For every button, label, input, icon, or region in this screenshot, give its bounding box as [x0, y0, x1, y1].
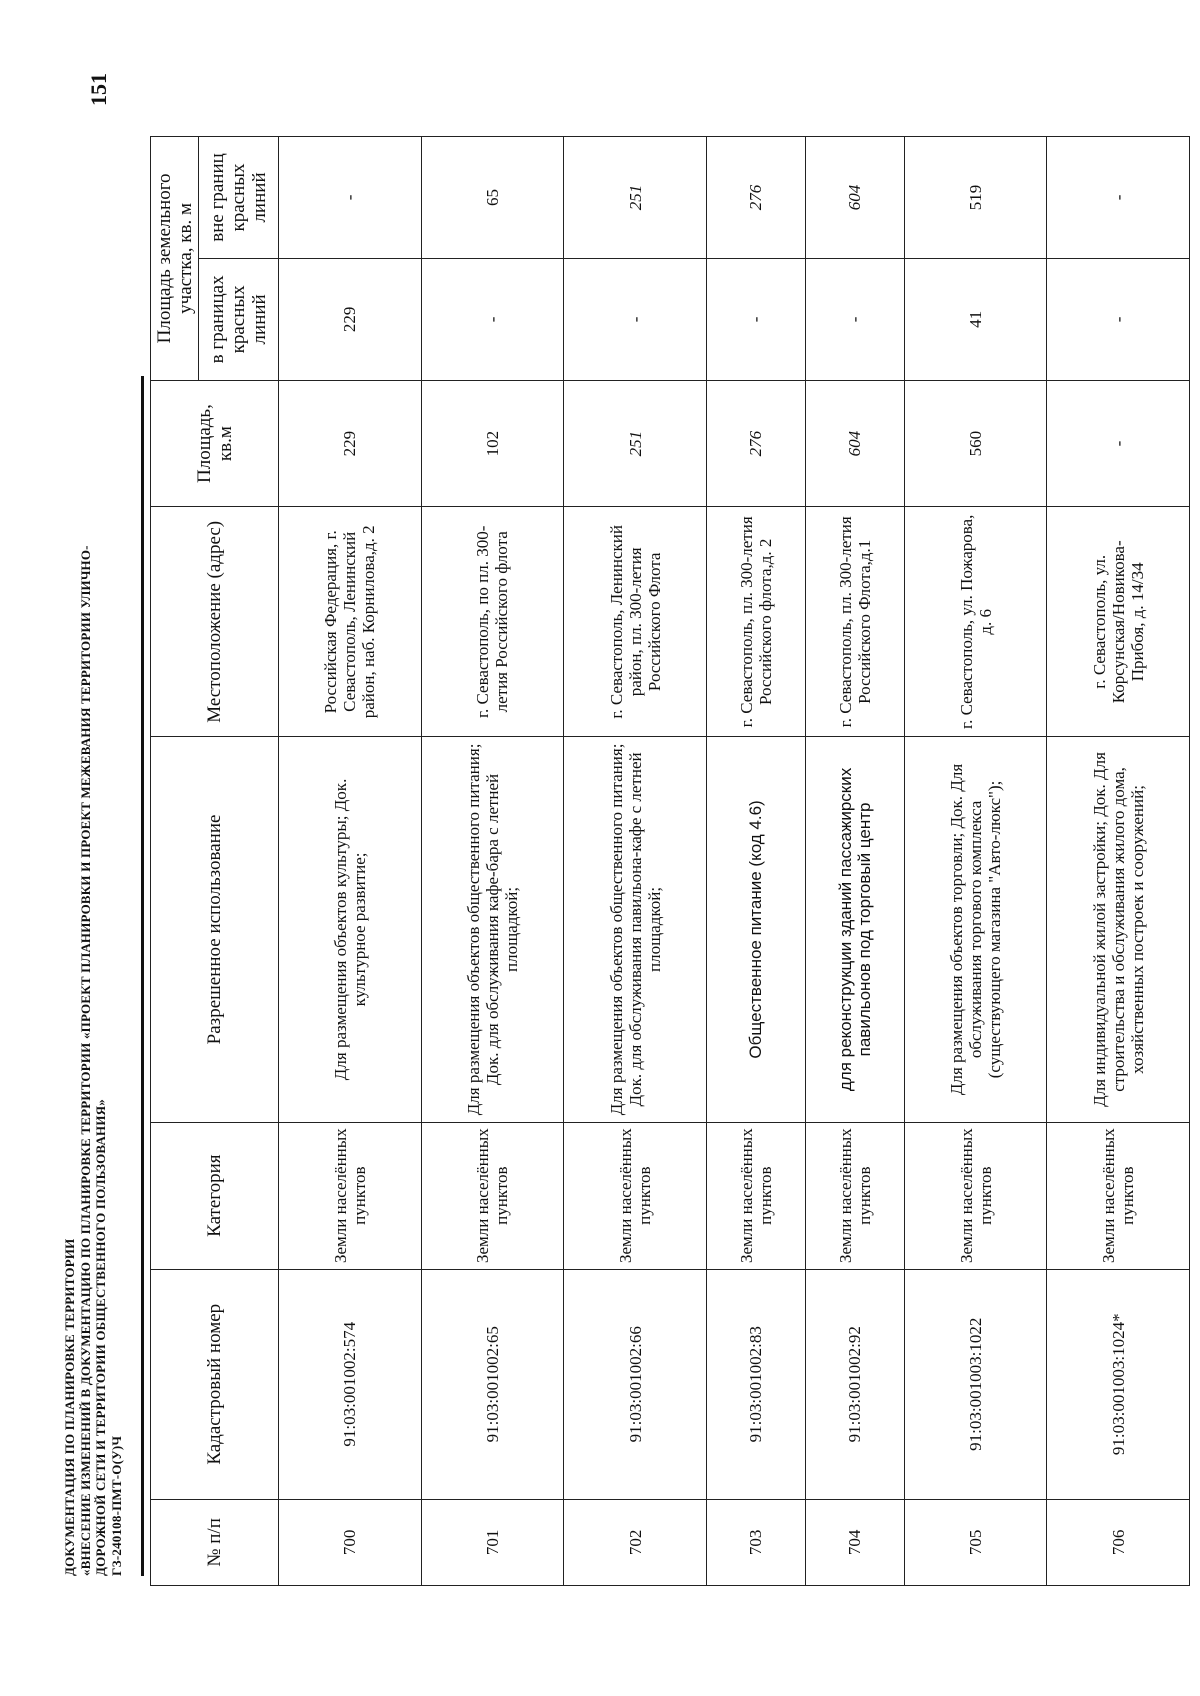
header-category: Категория: [151, 1122, 279, 1269]
header-line-2: «ВНЕСЕНИЕ ИЗМЕНЕНИЙ В ДОКУМЕНТАЦИЮ ПО ПЛАНИРОВКЕ ТЕРРИТОРИИ «ПРОЕКТ ПЛАНИРОВКИ И ПРОЕКТ МЕЖЕВАНИЯ ТЕРРИТОРИИ УЛИЧНО-: [77, 545, 93, 1576]
table-row: [279, 137, 422, 1586]
header-line-4: ГЗ-240108-ПМТ-О(У)Ч: [108, 1435, 124, 1576]
page-number: 151: [86, 73, 111, 106]
cell-area: 229: [279, 380, 422, 507]
cell-outside: 65: [421, 137, 564, 259]
header-line-1: ДОКУМЕНТАЦИЯ ПО ПЛАНИРОВКЕ ТЕРРИТОРИИ: [62, 1238, 77, 1576]
table-row: [1047, 137, 1190, 1586]
table-row: [706, 137, 805, 1586]
header-land-area: Площадь земельного участка, кв. м: [151, 137, 199, 381]
cell-use: Для индивидуальной жилой застройки; Док. Для строительства и обслуживания жилого дома, хозяйственных построек и сооружений;: [1047, 737, 1190, 1122]
cell-use: Для размещения объектов общественного питания; Док. для обслуживания кафе-бара с летней площадкой;: [421, 737, 564, 1122]
cell-location: г. Севастополь, пл. 300-летия Российского флота,д. 2: [706, 507, 805, 737]
cell-category: Земли населённых пунктов: [706, 1122, 805, 1269]
cell-area: 276: [706, 380, 805, 507]
cell-cadastral: 91:03:001003:1022: [904, 1269, 1047, 1499]
document-header: [62, 376, 124, 1576]
cell-outside: 519: [904, 137, 1047, 259]
cell-cadastral: 91:03:001002:83: [706, 1269, 805, 1499]
cell-num: 704: [805, 1499, 904, 1585]
table-row: [904, 137, 1047, 1586]
cell-location: г. Севастополь, по пл. 300-летия Российского флота: [421, 507, 564, 737]
cell-location: г. Севастополь, Ленинский район, пл. 300-летия Российского Флота: [564, 507, 707, 737]
cell-location: г. Севастополь, пл. 300-летия Российского Флота,д.1: [805, 507, 904, 737]
cell-use: Для размещения объектов общественного питания; Док. для обслуживания павильона-кафе с летней площадкой;: [564, 737, 707, 1122]
cell-area: -: [1047, 380, 1190, 507]
cell-location: Российская Федерация, г. Севастополь, Ленинский район, наб. Корнилова,д. 2: [279, 507, 422, 737]
header-inside-red-lines: в границах красных линий: [199, 258, 279, 380]
cell-num: 700: [279, 1499, 422, 1585]
cell-use: для реконструкции зданий пассажирских павильонов под торговый центр: [805, 737, 904, 1122]
cell-location: г. Севастополь, ул. Корсунская/Новикова-Прибоя, д. 14/34: [1047, 507, 1190, 737]
cell-use: Для размещения объектов торговли; Док. Для обслуживания торгового комплекса (существующего магазина "Авто-люкс");: [904, 737, 1047, 1122]
cell-cadastral: 91:03:001002:66: [564, 1269, 707, 1499]
header-location: Местоположение (адрес): [151, 507, 279, 737]
cell-inside: -: [564, 258, 707, 380]
header-outside-red-lines: вне границ красных линий: [199, 137, 279, 259]
cell-category: Земли населённых пунктов: [421, 1122, 564, 1269]
header-use: Разрешенное использование: [151, 737, 279, 1122]
cell-category: Земли населённых пунктов: [1047, 1122, 1190, 1269]
cell-cadastral: 91:03:001003:1024*: [1047, 1269, 1190, 1499]
cell-category: Земли населённых пунктов: [279, 1122, 422, 1269]
cell-category: Земли населённых пунктов: [805, 1122, 904, 1269]
cell-outside: 251: [564, 137, 707, 259]
header-cadastral: Кадастровый номер: [151, 1269, 279, 1499]
cell-cadastral: 91:03:001002:65: [421, 1269, 564, 1499]
cell-inside: -: [805, 258, 904, 380]
table-row: [805, 137, 904, 1586]
header-line-3: ДОРОЖНОЙ СЕТИ И ТЕРРИТОРИИ ОБЩЕСТВЕННОГО ПОЛЬЗОВАНИЯ»: [93, 1099, 108, 1576]
cell-num: 705: [904, 1499, 1047, 1585]
table-row: [564, 137, 707, 1586]
cell-area: 251: [564, 380, 707, 507]
cell-inside: -: [421, 258, 564, 380]
table-row: [421, 137, 564, 1586]
header-num: № п/п: [151, 1499, 279, 1585]
cell-area: 604: [805, 380, 904, 507]
cell-num: 702: [564, 1499, 707, 1585]
header-divider: [141, 376, 144, 1576]
cell-inside: 41: [904, 258, 1047, 380]
cell-cadastral: 91:03:001002:92: [805, 1269, 904, 1499]
cell-num: 701: [421, 1499, 564, 1585]
cell-use: Общественное питание (код 4.6): [706, 737, 805, 1122]
land-plots-table: [150, 136, 1190, 1586]
cell-outside: 604: [805, 137, 904, 259]
cell-category: Земли населённых пунктов: [564, 1122, 707, 1269]
cell-inside: -: [1047, 258, 1190, 380]
cell-inside: -: [706, 258, 805, 380]
cell-outside: -: [1047, 137, 1190, 259]
cell-inside: 229: [279, 258, 422, 380]
cell-num: 703: [706, 1499, 805, 1585]
cell-num: 706: [1047, 1499, 1190, 1585]
cell-location: г. Севастополь, ул. Пожарова, д. 6: [904, 507, 1047, 737]
cell-area: 560: [904, 380, 1047, 507]
cell-area: 102: [421, 380, 564, 507]
cell-cadastral: 91:03:001002:574: [279, 1269, 422, 1499]
cell-outside: 276: [706, 137, 805, 259]
cell-outside: -: [279, 137, 422, 259]
cell-category: Земли населённых пунктов: [904, 1122, 1047, 1269]
cell-use: Для размещения объектов культуры; Док. культурное развитие;: [279, 737, 422, 1122]
header-area: Площадь, кв.м: [151, 380, 279, 507]
